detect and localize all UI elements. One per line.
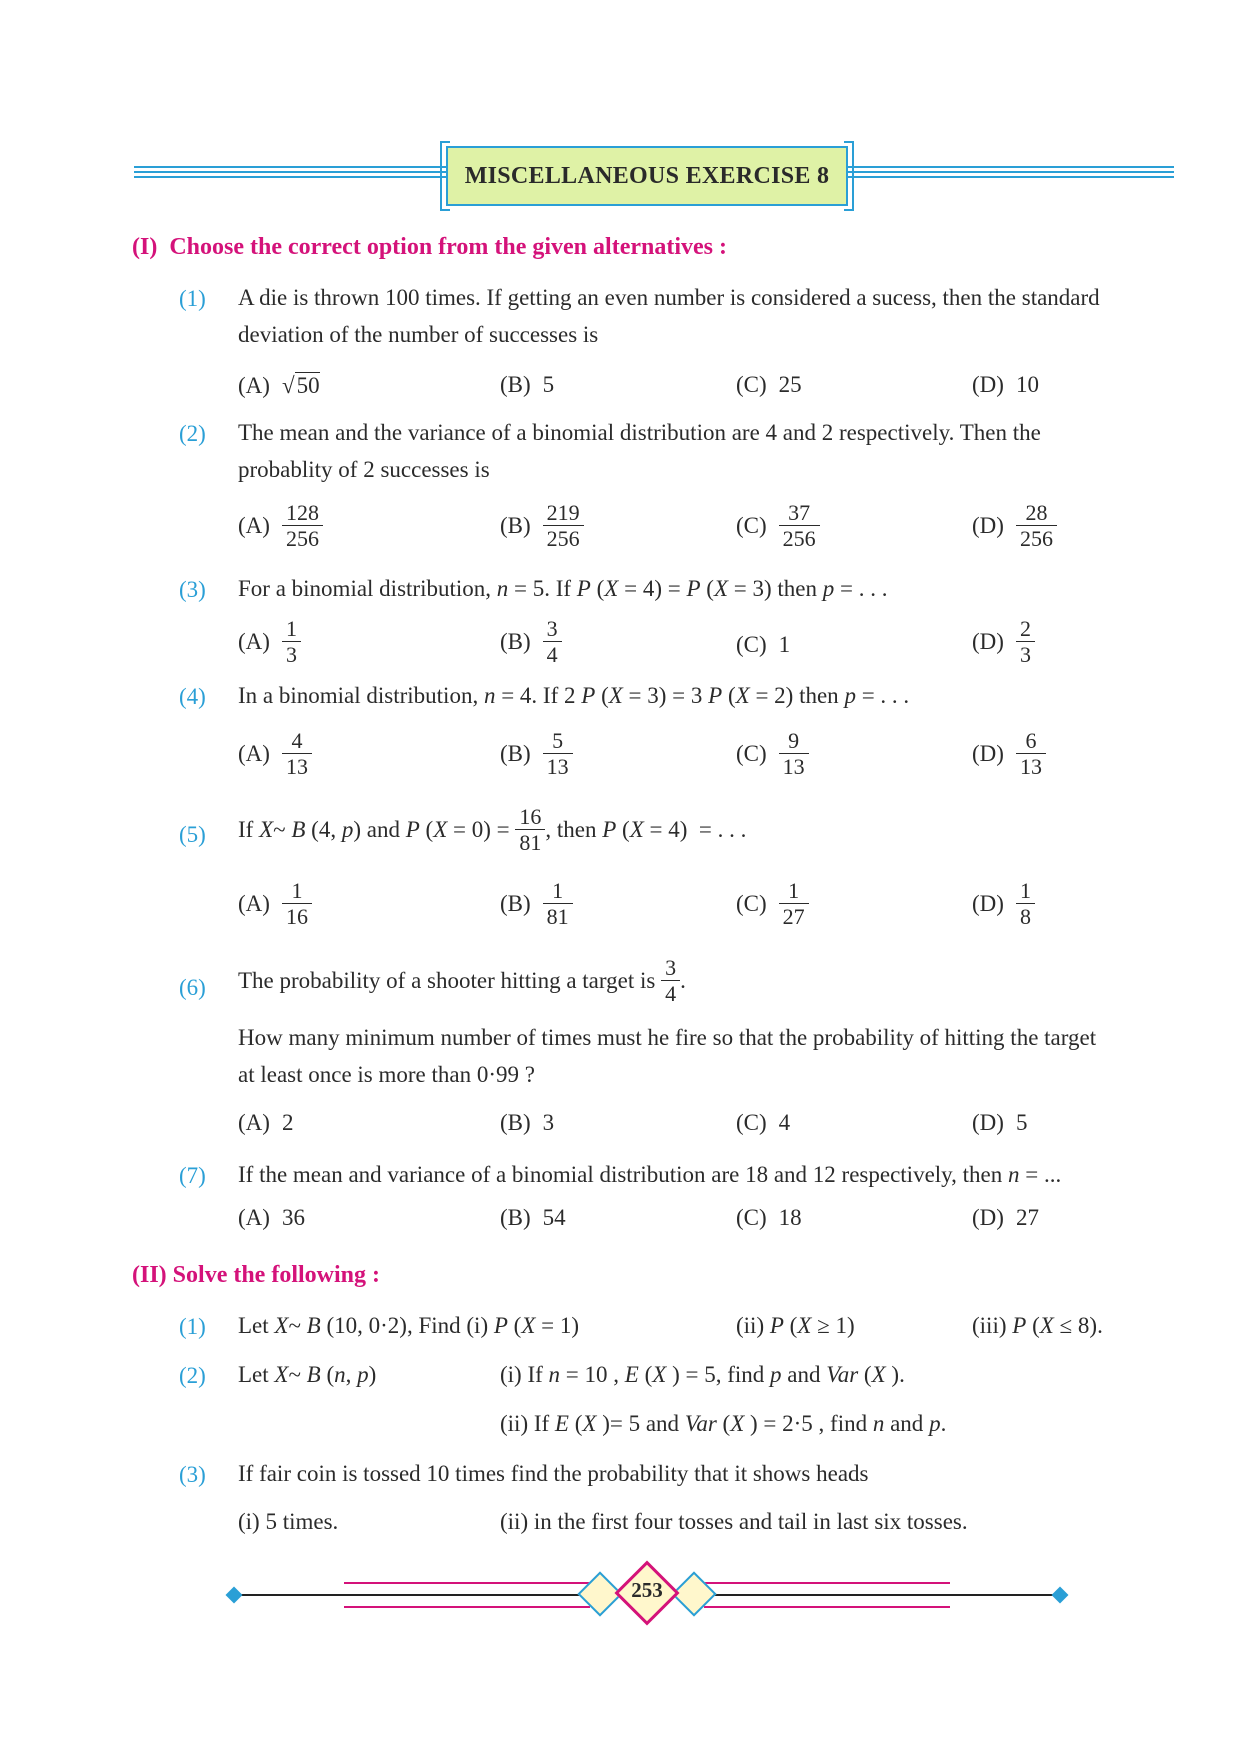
q6-number: (6) xyxy=(179,975,206,1000)
q2-option-b: (B) $\frac{219}{256}$ xyxy=(500,500,584,552)
q6-option-c: (C) 4 xyxy=(736,1110,791,1135)
section-1-title: Choose the correct option from the given alternatives : xyxy=(169,234,727,260)
s2-part-i: (i) If n = 10 , E (X ) = 5, find p and Var (X ). xyxy=(500,1362,905,1387)
q7-number: (7) xyxy=(179,1163,206,1188)
q6-line2: How many minimum number of times must he fire so that the probability of hitting the target xyxy=(238,1025,1097,1050)
s1-part-iii: (iii) P (X ≤ 8). xyxy=(972,1313,1103,1338)
q6-text xyxy=(238,1019,1163,1093)
s3-text: If fair coin is tossed 10 times find the probability that it shows heads xyxy=(238,1461,869,1486)
section-1-number: (I) xyxy=(132,234,158,260)
q4-text: In a binomial distribution, n = 4. If 2 P (X = 3) = 3 P (X = 2) then p = . . . xyxy=(238,683,910,708)
q7-option-b: (B) 54 xyxy=(500,1205,566,1230)
q6-line1: The probability of a shooter hitting a target is $\frac{3}{4}$ . xyxy=(238,955,686,1007)
q1-option-b: (B) 5 xyxy=(500,372,555,397)
q3-option-c: (C) 1 xyxy=(736,632,791,657)
section-2-title: Solve the following : xyxy=(172,1262,380,1288)
q2-number: (2) xyxy=(179,421,206,446)
q1-number: (1) xyxy=(179,286,206,311)
s3-number: (3) xyxy=(179,1462,206,1487)
q6-option-b: (B) 3 xyxy=(500,1110,555,1135)
q1-line1: A die is thrown 100 times. If getting an even number is considered a sucess, then the standard xyxy=(238,285,1100,310)
q4-number: (4) xyxy=(179,684,206,709)
q6-option-d: (D) 5 xyxy=(972,1110,1028,1135)
q3-option-d: (D) $\frac{2}{3}$ xyxy=(972,616,1035,668)
exercise-title xyxy=(446,146,848,206)
s1-number: (1) xyxy=(179,1314,206,1339)
q5-number: (5) xyxy=(179,822,206,847)
s1-text: Let X~ B (10, 0·2), Find (i) P (X = 1) xyxy=(238,1313,580,1338)
footer-pink-line-right-bottom xyxy=(704,1606,950,1608)
exercise-title-text: MISCELLANEOUS EXERCISE 8 xyxy=(464,162,830,189)
q2-line2: probablity of 2 successes is xyxy=(238,457,490,482)
s2-number: (2) xyxy=(179,1363,206,1388)
s3-part-ii: (ii) in the first four tosses and tail in last six tosses. xyxy=(500,1509,968,1534)
q3-number: (3) xyxy=(179,577,206,602)
q7-option-c: (C) 18 xyxy=(736,1205,802,1230)
q4-option-c: (C) $\frac{9}{13}$ xyxy=(736,728,809,780)
q2-option-c: (C) $\frac{37}{256}$ xyxy=(736,500,820,552)
q7-option-d: (D) 27 xyxy=(972,1205,1039,1230)
footer-pink-line-right-top xyxy=(704,1582,950,1584)
q4-option-b: (B) $\frac{5}{13}$ xyxy=(500,728,573,780)
q6-option-a: (A) 2 xyxy=(238,1110,294,1135)
s1-part-ii: (ii) P (X ≥ 1) xyxy=(736,1313,855,1338)
s3-part-i: (i) 5 times. xyxy=(238,1509,339,1534)
q6-line3: at least once is more than 0·99 ? xyxy=(238,1062,535,1087)
footer-right-diamond xyxy=(1052,1587,1069,1604)
q4-option-d: (D) $\frac{6}{13}$ xyxy=(972,728,1046,780)
q3-text: For a binomial distribution, n = 5. If P (X = 4) = P (X = 3) then p = . . . xyxy=(238,576,888,601)
section-2-number: (II) xyxy=(132,1262,167,1288)
footer-pink-line-left-top xyxy=(344,1582,590,1584)
q2-line1: The mean and the variance of a binomial distribution are 4 and 2 respectively. Then the xyxy=(238,420,1041,445)
q1-option-c: (C) 25 xyxy=(736,372,802,397)
q3-option-b: (B) $\frac{3}{4}$ xyxy=(500,616,562,668)
q7-text: If the mean and variance of a binomial distribution are 18 and 12 respectively, then n = ... xyxy=(238,1162,1062,1187)
footer-left-diamond xyxy=(226,1587,243,1604)
q3-option-a: (A) $\frac{1}{3}$ xyxy=(238,616,301,668)
q1-text xyxy=(238,279,1163,353)
s2-text: Let X~ B (n, p) xyxy=(238,1362,377,1387)
footer-pink-line-left-bottom xyxy=(344,1606,590,1608)
q4-option-a: (A) $\frac{4}{13}$ xyxy=(238,728,312,780)
section-2-heading xyxy=(132,1262,380,1289)
q5-option-d: (D) $\frac{1}{8}$ xyxy=(972,878,1035,930)
q1-option-d: (D) 10 xyxy=(972,372,1039,397)
s2-part-ii: (ii) If E (X )= 5 and Var (X ) = 2·5 , find n and p. xyxy=(500,1411,947,1436)
q5-text: If X~ B (4, p) and P (X = 0) = $\frac{16}{81}$ , then P (X = 4) = . . . xyxy=(238,804,747,856)
q5-option-a: (A) $\frac{1}{16}$ xyxy=(238,878,312,930)
q2-option-a: (A) $\frac{128}{256}$ xyxy=(238,500,323,552)
page-number: 253 xyxy=(631,1578,663,1602)
q7-option-a: (A) 36 xyxy=(238,1205,305,1230)
q2-text xyxy=(238,414,1163,488)
section-1-heading xyxy=(132,234,727,261)
q1-line2: deviation of the number of successes is xyxy=(238,322,599,347)
q1-option-a: (A) √ 50 xyxy=(238,372,320,398)
q5-option-b: (B) $\frac{1}{81}$ xyxy=(500,878,573,930)
q5-option-c: (C) $\frac{1}{27}$ xyxy=(736,878,809,930)
q2-option-d: (D) $\frac{28}{256}$ xyxy=(972,500,1057,552)
